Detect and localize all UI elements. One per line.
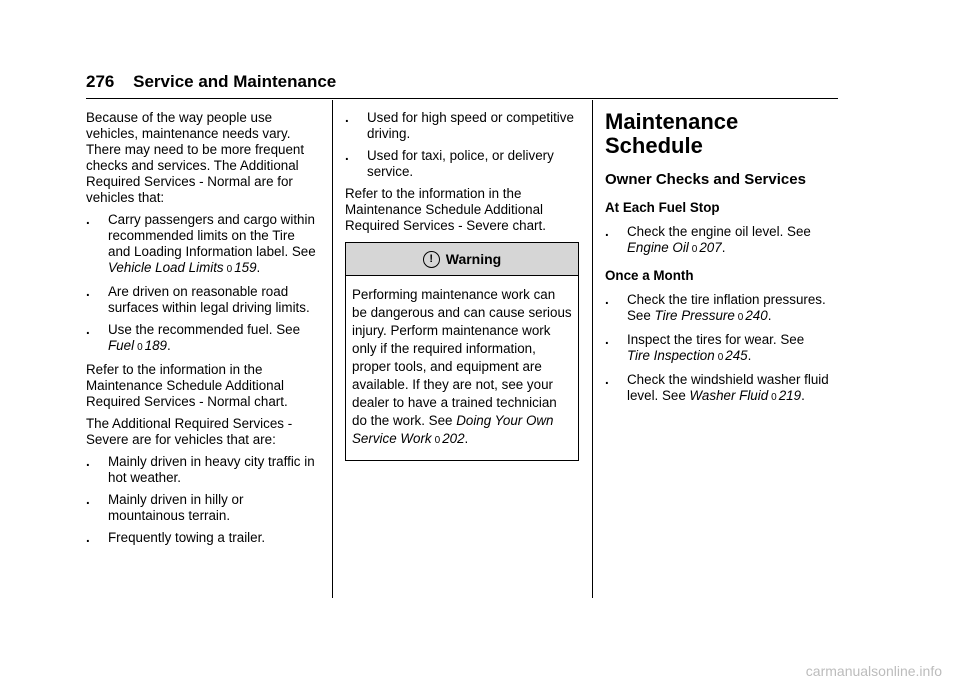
bullet-text: Check the windshield washer fluid level. See xyxy=(627,372,829,403)
page-reference[interactable]: 245 xyxy=(725,348,748,363)
bullet-text: Carry passengers and cargo within recommended limits on the Tire and Loading Information label. See xyxy=(108,212,316,259)
paragraph: Because of the way people use vehicles, maintenance needs vary. There may need to be more frequent checks and services. The Additional Required Services - Normal are for vehicles that: xyxy=(86,110,305,205)
warning-title: Warning xyxy=(445,251,502,267)
list-item: . Check the engine oil level. See Engine Oil 0 207. xyxy=(605,224,839,258)
page-reference[interactable]: 189 xyxy=(144,338,167,353)
list-item: . Use the recommended fuel. See Fuel 0 189. xyxy=(86,322,320,356)
warning-icon: ! xyxy=(423,251,440,268)
list-item: . Inspect the tires for wear. See Tire Inspection 0 245. xyxy=(605,332,839,366)
page-reference[interactable]: 159 xyxy=(234,260,257,275)
cross-reference-link[interactable]: Vehicle Load Limits xyxy=(108,260,224,275)
bullet: . xyxy=(86,322,90,337)
list-item: . Check the tire inflation pressures. See Tire Pressure 0 240. xyxy=(605,292,839,326)
watermark-text: carmanualsonline.info xyxy=(805,663,942,679)
bullet: . xyxy=(345,110,349,125)
list-item xyxy=(86,492,320,524)
bullet-text: Check the tire inflation pressures. See xyxy=(627,292,826,323)
bullet-text: Inspect the tires for wear. See xyxy=(627,332,805,347)
cross-reference-link[interactable]: Tire Pressure xyxy=(654,308,735,323)
bullet-text: Mainly driven in hilly or mountainous terrain. xyxy=(108,492,244,523)
page-arrow-icon: 0 xyxy=(717,352,724,363)
list-item xyxy=(345,148,579,180)
cross-reference-link[interactable]: Washer Fluid xyxy=(689,388,769,403)
cross-reference-link[interactable]: Tire Inspection xyxy=(627,348,715,363)
cross-reference-link[interactable]: Engine Oil xyxy=(627,240,689,255)
subsection-label: Once a Month xyxy=(605,268,694,283)
list-item: . Carry passengers and cargo within recommended limits on the Tire and Loading Information label. See Vehicle Load Limits 0 159. xyxy=(86,212,320,278)
bullet: . xyxy=(86,212,90,227)
page-header xyxy=(86,72,838,92)
column-2 xyxy=(345,110,579,461)
column-divider-1 xyxy=(332,100,333,598)
warning-header xyxy=(346,243,578,276)
bullet-text: Used for taxi, police, or delivery service. xyxy=(367,148,554,179)
subsection-label: At Each Fuel Stop xyxy=(605,200,720,215)
page-arrow-icon: 0 xyxy=(137,342,143,353)
bullet: . xyxy=(605,332,609,347)
bullet: . xyxy=(345,148,349,163)
paragraph: The Additional Required Services - Severe are for vehicles that are: xyxy=(86,416,293,447)
bullet-text: Frequently towing a trailer. xyxy=(108,530,266,545)
header-rule xyxy=(86,98,838,99)
bullet: . xyxy=(605,372,609,387)
page-reference[interactable]: 202 xyxy=(442,431,465,446)
bullet: . xyxy=(86,284,90,299)
page-arrow-icon: 0 xyxy=(737,312,744,323)
bullet: . xyxy=(86,454,90,469)
page-arrow-icon: 0 xyxy=(691,244,698,255)
bullet: . xyxy=(605,292,609,307)
warning-body: Performing maintenance work can be dangerous and can cause serious injury. Perform maintenance work only if the required information, proper tools, and equipment are available. If they are not, see your dealer to have a trained technician do the work. See Doing Your Own Service Work 0 202. xyxy=(352,287,572,446)
section-title: Service and Maintenance xyxy=(133,72,337,91)
page-arrow-icon: 0 xyxy=(226,264,233,275)
column-divider-2 xyxy=(592,100,593,598)
page-arrow-icon: 0 xyxy=(434,435,441,446)
bullet: . xyxy=(86,530,90,545)
bullet-text: Mainly driven in heavy city traffic in hot weather. xyxy=(108,454,315,485)
bullet-text: Used for high speed or competitive driving. xyxy=(367,110,574,141)
warning-text: Performing maintenance work can be dangerous and can cause serious injury. Perform maintenance work only if the required information, proper tools, and equipment are available. If they are not, see your dealer to have a trained technician do the work. See xyxy=(352,287,572,428)
paragraph: Refer to the information in the Maintenance Schedule Additional Required Services - Normal chart. xyxy=(86,362,288,409)
page-reference[interactable]: 240 xyxy=(745,308,768,323)
cross-reference-link[interactable]: Doing Your Own Service Work xyxy=(352,413,554,446)
list-item xyxy=(86,284,320,316)
bullet-text: Check the engine oil level. See xyxy=(627,224,811,239)
chapter-title: Maintenance Schedule xyxy=(605,109,739,158)
column-1 xyxy=(86,110,320,552)
bullet: . xyxy=(86,492,90,507)
paragraph: Refer to the information in the Maintenance Schedule Additional Required Services - Severe chart. xyxy=(345,186,546,233)
section-heading: Owner Checks and Services xyxy=(605,171,806,188)
page-reference[interactable]: 207 xyxy=(699,240,722,255)
list-item: . Check the windshield washer fluid level. See Washer Fluid 0 219. xyxy=(605,372,839,406)
warning-box xyxy=(345,242,579,461)
cross-reference-link[interactable]: Fuel xyxy=(108,338,135,353)
bullet-text: Are driven on reasonable road surfaces within legal driving limits. xyxy=(108,284,310,315)
page-reference[interactable]: 219 xyxy=(778,388,802,403)
page-number: 276 xyxy=(86,72,115,91)
list-item xyxy=(86,454,320,486)
list-item xyxy=(86,530,320,546)
page-arrow-icon: 0 xyxy=(771,392,777,403)
column-3 xyxy=(605,110,839,412)
list-item xyxy=(345,110,579,142)
bullet: . xyxy=(605,224,609,239)
bullet-text: Use the recommended fuel. See xyxy=(108,322,301,337)
watermark xyxy=(0,664,960,678)
